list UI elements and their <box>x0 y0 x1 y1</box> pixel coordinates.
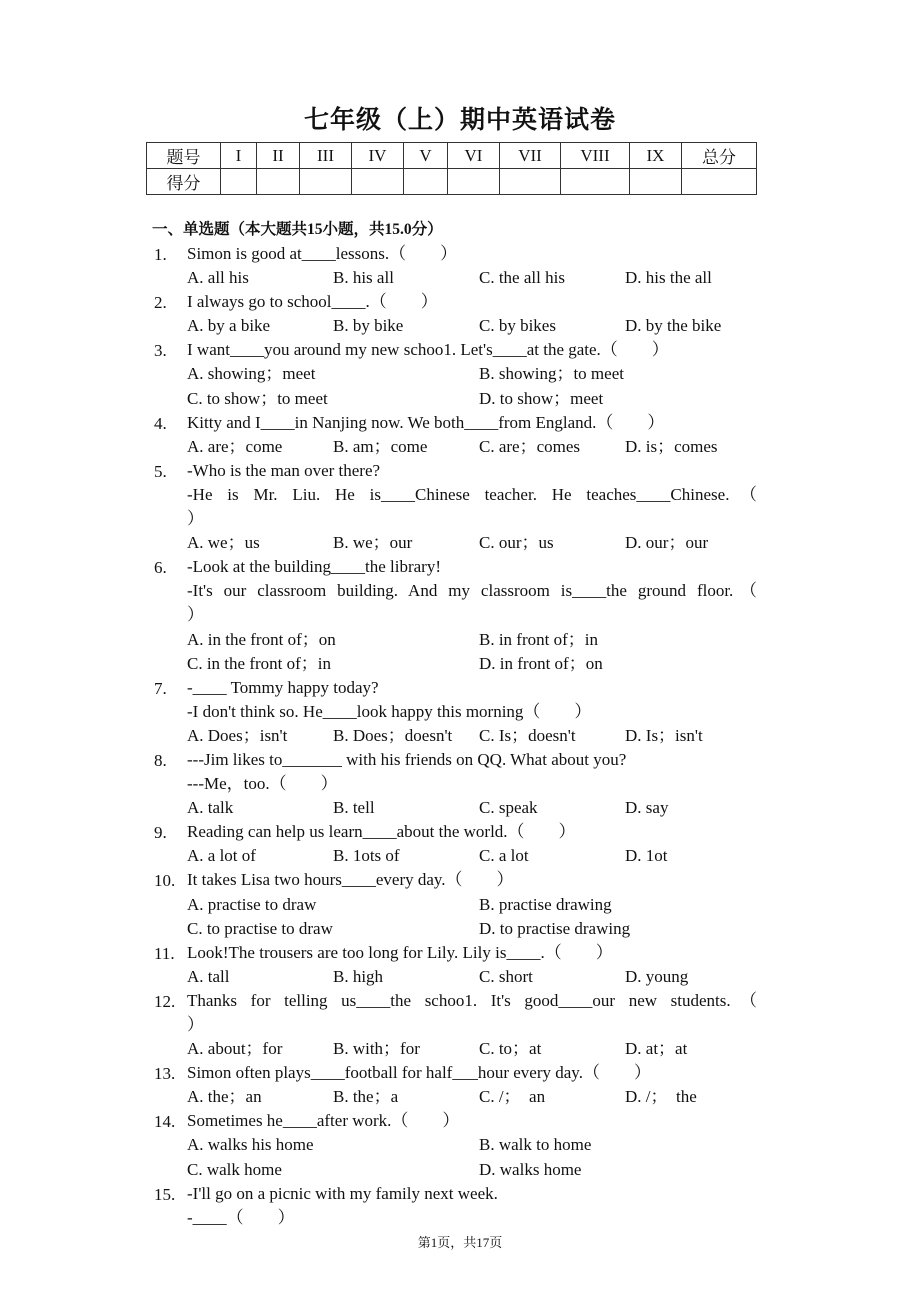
question-number: 10. <box>154 871 176 891</box>
option-row <box>0 1037 920 1061</box>
question-number: 8. <box>154 750 167 770</box>
option-row <box>0 314 920 338</box>
question-text: -It's our classroom building. And my classroom is____the ground floor.（ <box>187 581 757 601</box>
answer-option[interactable]: C. to show；to meet <box>187 388 328 408</box>
answer-option[interactable]: B. with；for <box>333 1039 420 1059</box>
answer-option[interactable]: A. a lot of <box>187 846 256 866</box>
answer-option[interactable]: B. walk to home <box>479 1135 592 1155</box>
option-row <box>0 387 920 411</box>
question-text: It takes Lisa two hours____every day.（ ） <box>187 870 514 890</box>
score-cell[interactable] <box>448 169 500 195</box>
question-item <box>0 1109 920 1181</box>
question-line <box>0 989 920 1013</box>
answer-option[interactable]: A. about；for <box>187 1039 283 1059</box>
question-line <box>0 868 920 892</box>
question-number: 5. <box>154 461 167 481</box>
score-table <box>146 142 757 195</box>
answer-option[interactable]: B. 1ots of <box>333 846 400 866</box>
question-line <box>0 338 920 362</box>
answer-option[interactable]: B. the；a <box>333 1087 399 1107</box>
question-line <box>0 290 920 314</box>
answer-option[interactable]: B. by bike <box>333 316 404 336</box>
question-text: -____（ ） <box>187 1207 295 1227</box>
option-row <box>0 435 920 459</box>
option-row <box>0 652 920 676</box>
answer-option[interactable]: C. to；at <box>479 1039 542 1059</box>
question-item <box>0 989 920 1061</box>
answer-option[interactable]: C. are；comes <box>479 436 581 456</box>
question-text: Look!The trousers are too long for Lily. Lily is____.（ ） <box>187 942 613 962</box>
question-item <box>0 555 920 675</box>
question-item <box>0 676 920 748</box>
score-table-score-row <box>147 169 757 195</box>
answer-option[interactable]: B. we；our <box>333 533 413 553</box>
answer-option[interactable]: D. our；our <box>625 533 709 553</box>
question-item <box>0 748 920 820</box>
score-header-cell: 题号 <box>147 143 221 169</box>
question-line <box>0 772 920 796</box>
question-line <box>0 748 920 772</box>
question-text: I want____you around my new schoo1. Let's____at the gate.（ ） <box>187 340 669 360</box>
option-row <box>0 1158 920 1182</box>
question-item <box>0 242 920 290</box>
answer-option[interactable]: C. our；us <box>479 533 554 553</box>
question-text: Simon often plays____football for half___hour every day.（ ） <box>187 1063 651 1083</box>
score-header-cell: VIII <box>561 143 630 169</box>
answer-option[interactable]: C. speak <box>479 798 538 818</box>
question-text: ---Me，too.（ ） <box>187 774 338 794</box>
answer-option[interactable]: C. in the front of；in <box>187 653 332 673</box>
question-item <box>0 1182 920 1230</box>
question-line <box>0 820 920 844</box>
score-header-cell: IV <box>352 143 404 169</box>
score-cell[interactable] <box>500 169 561 195</box>
answer-option[interactable]: A. walks his home <box>187 1135 314 1155</box>
option-row <box>0 893 920 917</box>
answer-option[interactable]: D. is；comes <box>625 436 718 456</box>
question-text: Simon is good at____lessons.（ ） <box>187 244 458 263</box>
question-number: 2. <box>154 293 167 313</box>
question-line <box>0 1061 920 1085</box>
question-line <box>0 579 920 603</box>
option-row <box>0 362 920 386</box>
answer-option[interactable]: C. /； an <box>479 1087 546 1107</box>
answer-option[interactable]: C. to practise to draw <box>187 918 333 938</box>
question-line <box>0 1013 920 1037</box>
option-row <box>0 531 920 555</box>
question-line <box>0 1182 920 1206</box>
answer-option[interactable]: B. his all <box>333 268 394 288</box>
answer-option[interactable]: B. in front of；in <box>479 629 598 649</box>
answer-option[interactable]: D. young <box>625 966 689 986</box>
question-item <box>0 1061 920 1109</box>
answer-option[interactable]: D. to practise drawing <box>479 918 631 938</box>
answer-option[interactable]: A. talk <box>187 798 234 818</box>
score-cell[interactable] <box>404 169 448 195</box>
question-number: 1. <box>154 245 167 264</box>
option-row <box>0 724 920 748</box>
answer-option[interactable]: A. we；us <box>187 533 260 553</box>
answer-option[interactable]: C. Is；doesn't <box>479 725 576 745</box>
option-row <box>0 266 920 290</box>
question-text: Kitty and I____in Nanjing now. We both____from England.（ ） <box>187 412 665 432</box>
answer-option[interactable]: C. a lot <box>479 846 529 866</box>
score-header-cell: I <box>221 143 257 169</box>
question-number: 4. <box>154 413 167 433</box>
question-text: -____ Tommy happy today? <box>187 677 379 697</box>
page-title: 七年级（上）期中英语试卷 <box>303 107 616 134</box>
question-line <box>0 555 920 579</box>
option-row <box>0 628 920 652</box>
question-text: ） <box>187 1015 204 1034</box>
answer-option[interactable]: A. all his <box>187 268 249 288</box>
answer-option[interactable]: D. /； the <box>625 1087 697 1107</box>
question-text: ） <box>187 605 204 625</box>
score-cell[interactable] <box>682 169 757 195</box>
answer-option[interactable]: A. practise to draw <box>187 894 317 914</box>
answer-option[interactable]: D. to show；meet <box>479 388 604 408</box>
answer-option[interactable]: C. walk home <box>187 1159 282 1179</box>
option-row <box>0 844 920 868</box>
question-line <box>0 1206 920 1230</box>
score-header-cell: III <box>300 143 352 169</box>
answer-option[interactable]: D. say <box>625 798 669 818</box>
page-footer: 第1页，共17页 <box>417 1235 503 1250</box>
answer-option[interactable]: B. Does；doesn't <box>333 725 453 745</box>
answer-option[interactable]: C. short <box>479 966 533 986</box>
question-text: Sometimes he____after work.（ ） <box>187 1111 460 1131</box>
answer-option[interactable]: B. tell <box>333 798 375 818</box>
option-row <box>0 796 920 820</box>
answer-option[interactable]: D. walks home <box>479 1159 582 1179</box>
answer-option[interactable]: B. showing；to meet <box>479 364 624 384</box>
question-line <box>0 603 920 627</box>
question-item <box>0 459 920 555</box>
score-cell[interactable] <box>630 169 682 195</box>
question-text: ） <box>187 509 204 529</box>
answer-option[interactable]: A. tall <box>187 966 230 986</box>
question-line <box>0 676 920 700</box>
answer-option[interactable]: C. the all his <box>479 268 565 288</box>
question-item <box>0 290 920 338</box>
question-number: 9. <box>154 823 167 843</box>
question-text: -He is Mr. Liu. He is____Chinese teacher. He teaches____Chinese.（ <box>187 484 757 504</box>
score-table-header-row <box>147 143 757 169</box>
question-text: -Who is the man over there? <box>187 460 381 480</box>
question-text: -Look at the building____the library! <box>187 557 441 577</box>
answer-option[interactable]: A. showing；meet <box>187 364 316 384</box>
question-number: 15. <box>154 1184 176 1204</box>
answer-option[interactable]: B. high <box>333 966 384 986</box>
question-number: 3. <box>154 341 167 361</box>
question-number: 14. <box>154 1112 176 1132</box>
question-line <box>0 459 920 483</box>
question-text: I always go to school____.（ ） <box>187 292 438 312</box>
score-cell[interactable] <box>257 169 300 195</box>
score-header-cell: II <box>257 143 300 169</box>
question-line <box>0 483 920 507</box>
question-item <box>0 868 920 940</box>
question-text: Thanks for telling us____the schoo1. It's good____our new students.（ <box>187 990 757 1010</box>
question-number: 13. <box>154 1064 176 1084</box>
option-row <box>0 1133 920 1157</box>
score-header-cell: IX <box>630 143 682 169</box>
question-number: 12. <box>154 991 176 1011</box>
option-row <box>0 917 920 941</box>
score-header-cell: 总分 <box>682 143 757 169</box>
answer-option[interactable]: D. at；at <box>625 1039 688 1059</box>
question-line <box>0 411 920 435</box>
score-cell[interactable] <box>561 169 630 195</box>
section-heading: 一、单选题（本大题共15小题，共15.0分） <box>152 221 443 238</box>
answer-option[interactable]: D. 1ot <box>625 846 668 866</box>
question-line <box>0 242 920 266</box>
question-line <box>0 941 920 965</box>
answer-option[interactable]: D. in front of；on <box>479 653 603 673</box>
question-line <box>0 507 920 531</box>
answer-option[interactable]: A. are；come <box>187 436 283 456</box>
question-item <box>0 820 920 868</box>
option-row <box>0 965 920 989</box>
question-number: 6. <box>154 558 167 578</box>
question-line <box>0 700 920 724</box>
answer-option[interactable]: C. by bikes <box>479 316 556 336</box>
score-cell[interactable] <box>221 169 257 195</box>
question-item <box>0 338 920 410</box>
question-text: -I don't think so. He____look happy this morning（ ） <box>187 701 592 721</box>
question-text: ---Jim likes to_______ with his friends on QQ. What about you? <box>187 749 627 769</box>
answer-option[interactable]: D. Is；isn't <box>625 725 703 745</box>
answer-option[interactable]: D. by the bike <box>625 316 722 336</box>
answer-option[interactable]: D. his the all <box>625 268 712 288</box>
answer-option[interactable]: A. the；an <box>187 1087 262 1107</box>
answer-option[interactable]: A. in the front of；on <box>187 629 336 649</box>
answer-option[interactable]: A. Does；isn't <box>187 725 288 745</box>
question-number: 11. <box>154 943 175 963</box>
score-cell[interactable] <box>352 169 404 195</box>
score-row-label: 得分 <box>147 169 221 195</box>
score-header-cell: VII <box>500 143 561 169</box>
question-text: -I'll go on a picnic with my family next week. <box>187 1183 498 1203</box>
question-item <box>0 941 920 989</box>
question-text: Reading can help us learn____about the world.（ ） <box>187 822 576 842</box>
score-header-cell: VI <box>448 143 500 169</box>
question-number: 7. <box>154 678 167 698</box>
answer-option[interactable]: B. practise drawing <box>479 894 612 914</box>
answer-option[interactable]: B. am；come <box>333 436 428 456</box>
question-line <box>0 1109 920 1133</box>
answer-option[interactable]: A. by a bike <box>187 316 271 336</box>
score-cell[interactable] <box>300 169 352 195</box>
question-list <box>0 242 920 1230</box>
option-row <box>0 1085 920 1109</box>
question-item <box>0 411 920 459</box>
score-header-cell: V <box>404 143 448 169</box>
